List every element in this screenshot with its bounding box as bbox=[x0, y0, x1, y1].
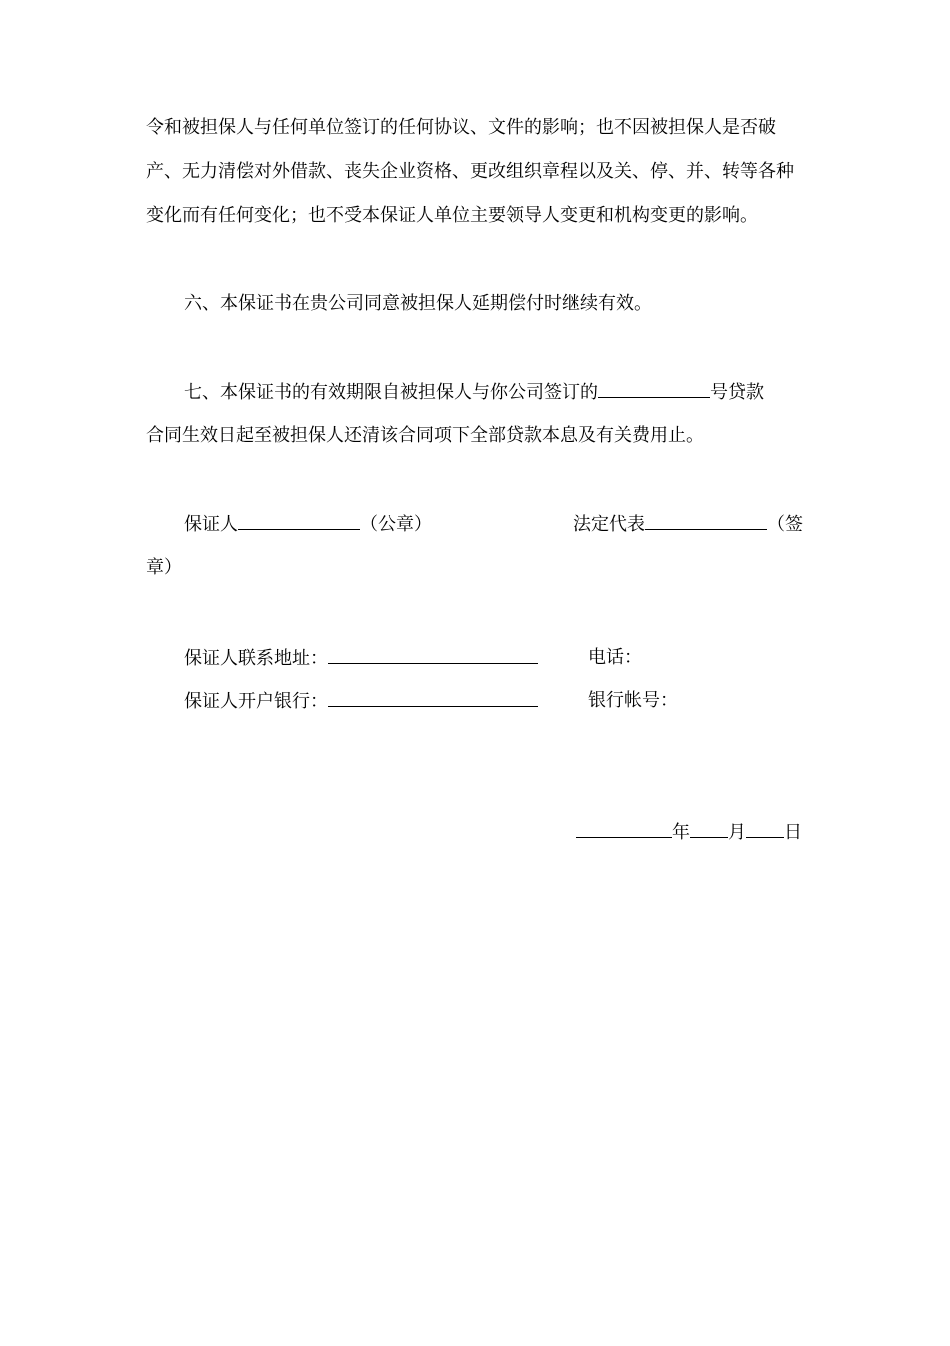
day-blank[interactable] bbox=[746, 820, 784, 838]
legal-rep-seal-cont: 章） bbox=[146, 557, 182, 578]
contract-number-blank[interactable] bbox=[598, 380, 710, 398]
date-row bbox=[576, 820, 802, 845]
year-label: 年 bbox=[672, 822, 690, 843]
paragraph7-line1 bbox=[184, 380, 764, 405]
month-blank[interactable] bbox=[690, 820, 728, 838]
guarantor-seal: （公章） bbox=[360, 514, 432, 535]
bank-label: 保证人开户银行： bbox=[184, 691, 328, 712]
paragraph5-line3: 变化而有任何变化；也不受本保证人单位主要领导人变更和机构变更的影响。 bbox=[146, 205, 758, 226]
paragraph7-line1-after: 号贷款 bbox=[710, 382, 764, 403]
account-label: 银行帐号： bbox=[588, 690, 678, 711]
day-label: 日 bbox=[784, 822, 802, 843]
paragraph7-line1-before: 七、本保证书的有效期限自被担保人与你公司签订的 bbox=[184, 382, 598, 403]
phone-label: 电话： bbox=[588, 647, 642, 668]
address-label: 保证人联系地址： bbox=[184, 648, 328, 669]
bank-blank[interactable] bbox=[328, 689, 538, 707]
month-label: 月 bbox=[728, 822, 746, 843]
paragraph5-line2: 产、无力清偿对外借款、丧失企业资格、更改组织章程以及关、停、并、转等各种 bbox=[146, 161, 794, 182]
paragraph6: 六、本保证书在贵公司同意被担保人延期偿付时继续有效。 bbox=[184, 293, 652, 314]
legal-rep-signature bbox=[573, 512, 803, 537]
address-row bbox=[184, 646, 538, 671]
year-blank[interactable] bbox=[576, 820, 672, 838]
bank-row bbox=[184, 689, 538, 714]
guarantor-blank[interactable] bbox=[238, 512, 360, 530]
legal-rep-label: 法定代表 bbox=[573, 514, 645, 535]
legal-rep-blank[interactable] bbox=[645, 512, 767, 530]
legal-rep-seal: （签 bbox=[767, 514, 803, 535]
paragraph7-line2: 合同生效日起至被担保人还清该合同项下全部贷款本息及有关费用止。 bbox=[146, 425, 704, 446]
address-blank[interactable] bbox=[328, 646, 538, 664]
guarantor-label: 保证人 bbox=[184, 514, 238, 535]
guarantor-signature bbox=[184, 512, 432, 537]
paragraph5-line1: 令和被担保人与任何单位签订的任何协议、文件的影响；也不因被担保人是否破 bbox=[146, 117, 776, 138]
